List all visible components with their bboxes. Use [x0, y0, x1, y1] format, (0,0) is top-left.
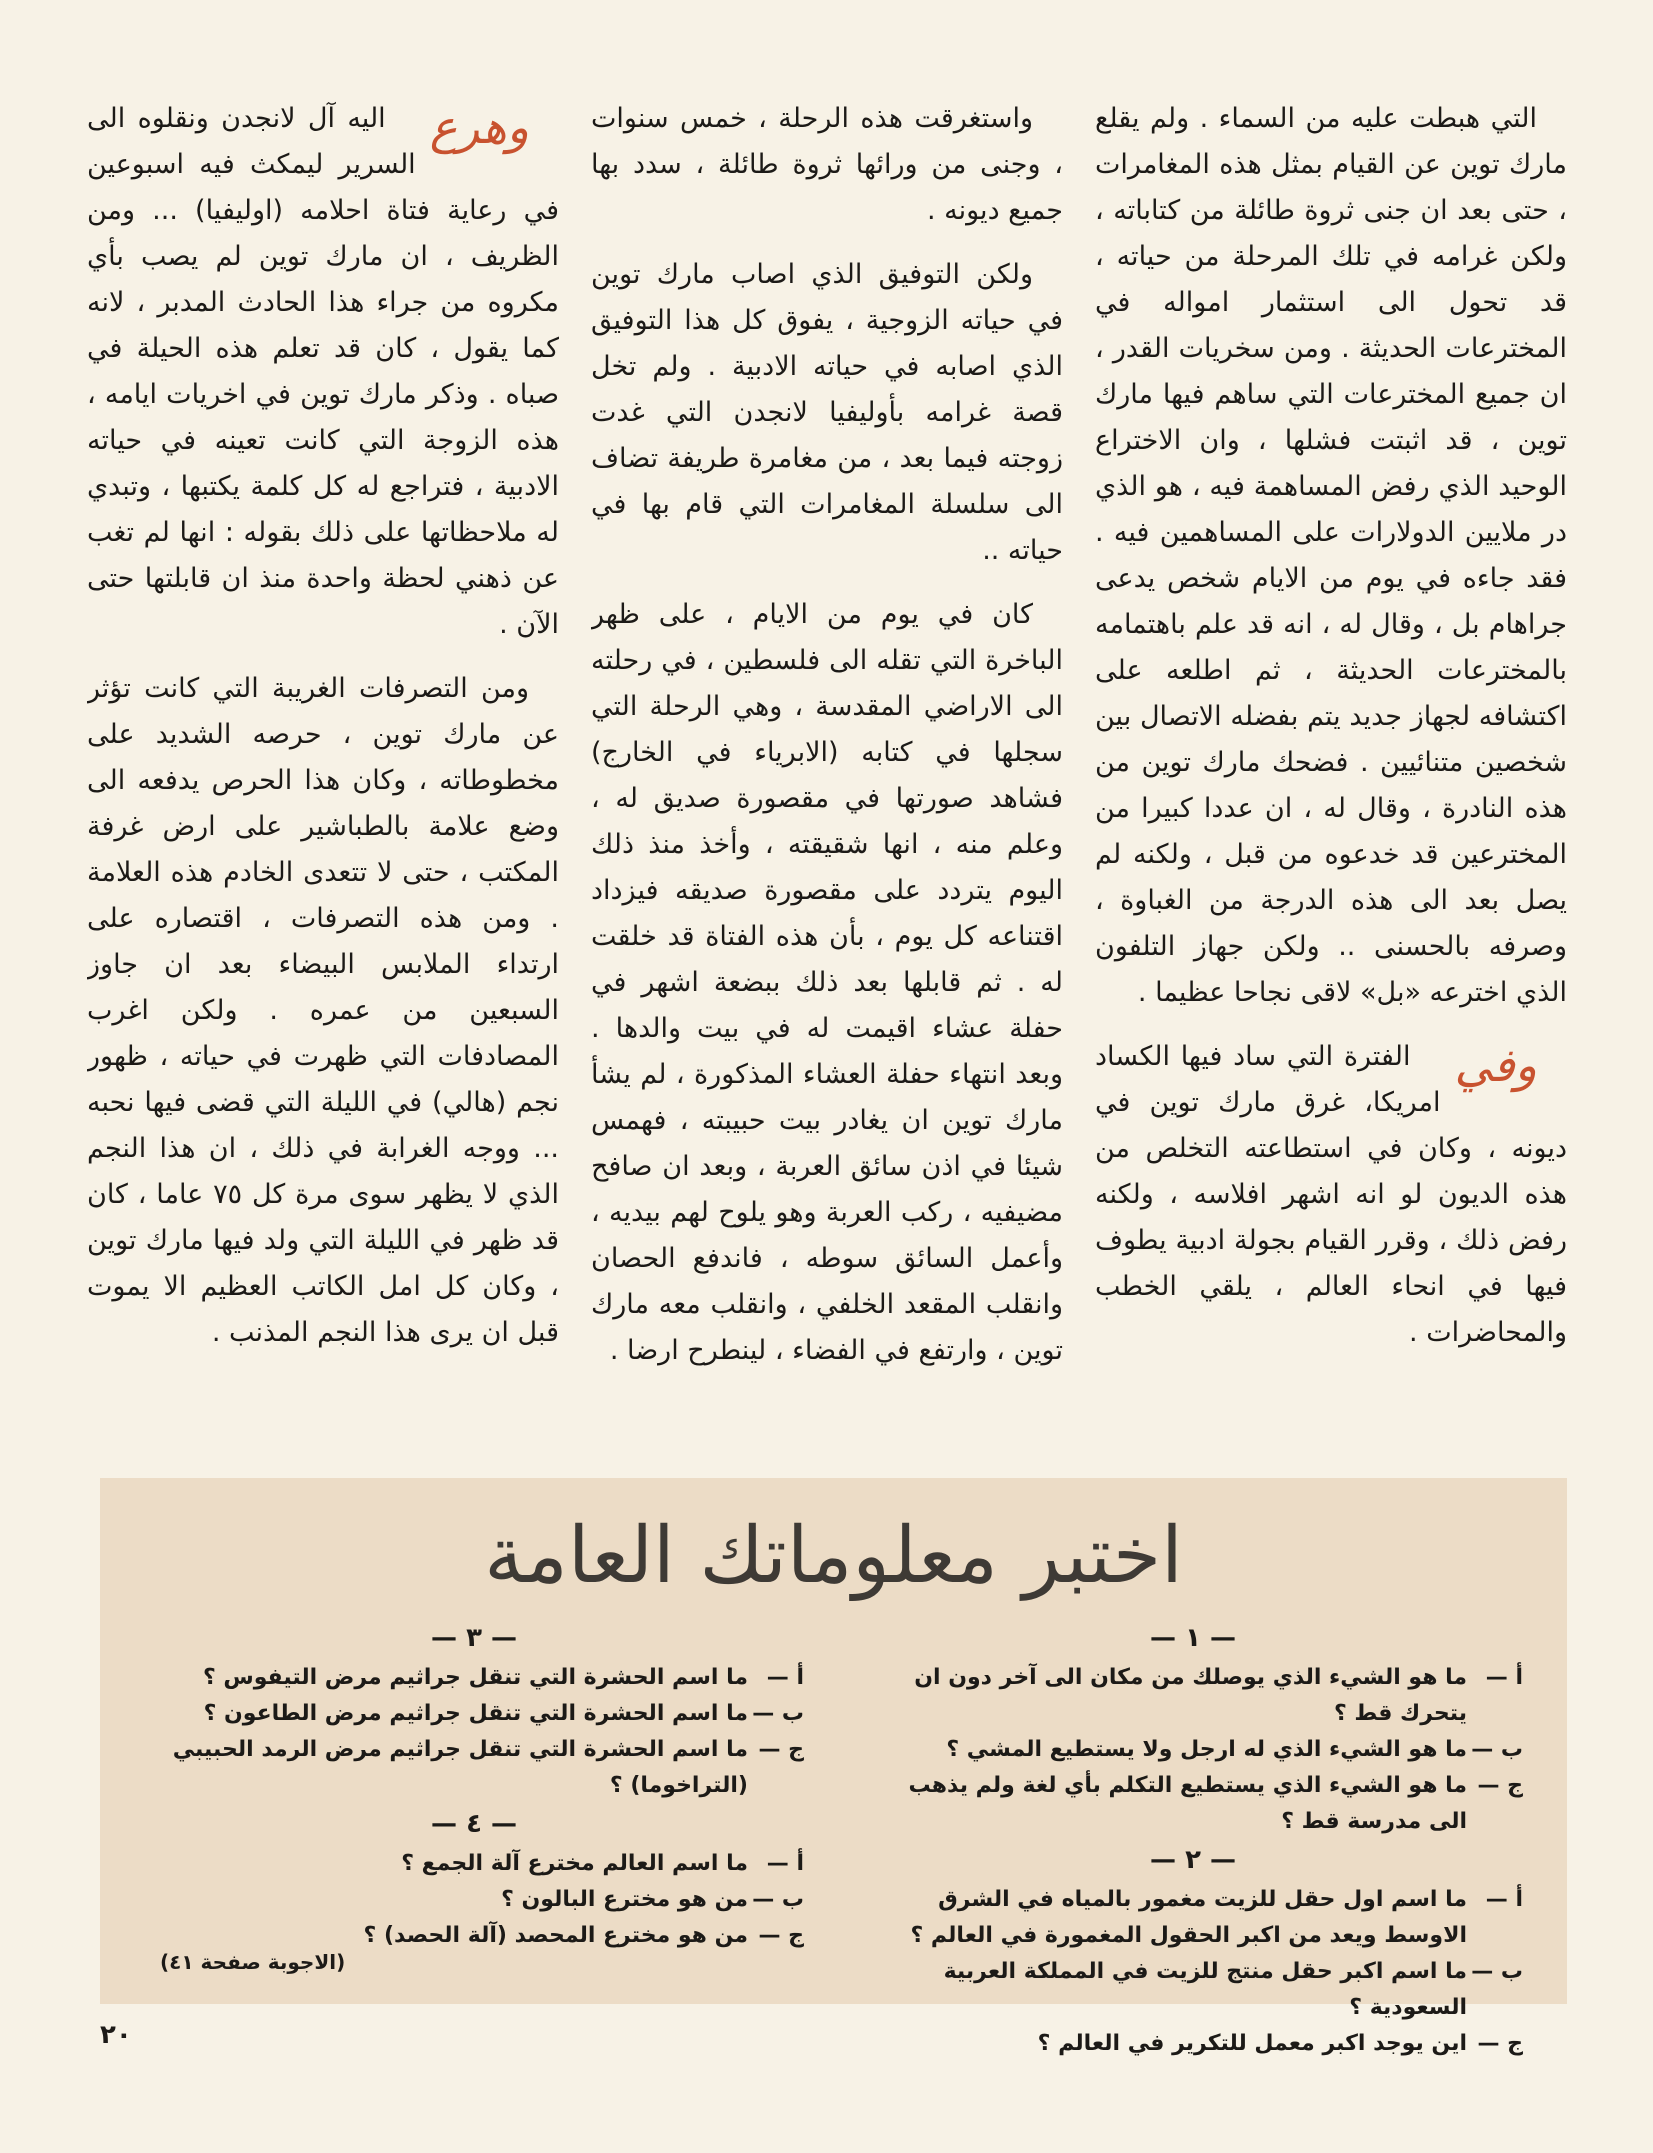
question-text: ما هو الشيء الذي له ارجل ولا يستطيع المشي ؟: [946, 1737, 1467, 1762]
quiz-question: [144, 1660, 804, 1696]
question-text: ما اسم اول حقل للزيت مغمور بالمياه في الشرق الاوسط ويعد من اكبر الحقول المغمورة في العالم ؟: [910, 1887, 1467, 1948]
quiz-group: [863, 1620, 1523, 1840]
article-paragraph: ولكن التوفيق الذي اصاب مارك توين في حياته الزوجية ، يفوق كل هذا التوفيق الذي اصابه في حياته الادبية . ولم تخل قصة غرامه بأوليفيا لانجدن التي غدت زوجته فيما بعد ، من مغامرة طريفة تضاف الى سلسلة المغامرات التي قام بها في حياته ..: [591, 259, 1063, 566]
dropcap-word: وهرع: [429, 100, 529, 154]
question-label: ج —: [1477, 2031, 1523, 2056]
quiz-group: [144, 1620, 804, 1804]
quiz-group: [863, 1842, 1523, 2062]
quiz-group-number: — ١ —: [1150, 1623, 1236, 1653]
quiz-question: [863, 1954, 1523, 2026]
quiz-question: [144, 1846, 804, 1882]
question-label: ج —: [758, 1923, 804, 1948]
article-paragraph-with-dropcap: [87, 96, 559, 648]
article-column-left: [87, 96, 559, 1466]
question-label: أ —: [766, 1665, 804, 1690]
question-text: ما اسم العالم مخترع آلة الجمع ؟: [401, 1851, 748, 1876]
article-column-right: [1095, 96, 1567, 1466]
article-paragraph: التي هبطت عليه من السماء . ولم يقلع مارك توين عن القيام بمثل هذه المغامرات ، حتى بعد ان جنى ثروة طائلة من كتاباته ، ولكن غرامه في تلك المرحلة من حياته ، قد تحول الى استثمار امواله في المخترعات الحديثة . ومن سخريات القدر ، ان جميع المخترعات التي ساهم فيها مارك توين ، قد اثبتت فشلها ، وان الاختراع الوحيد الذي رفض المساهمة فيه ، هو الذي در ملايين الدولارات على المساهمين فيه . فقد جاءه في يوم من الايام شخص يدعى جراهام بل ، وقال له ، انه قد علم باهتمامه بالمخترعات الحديثة ، ثم اطلعه على اكتشافه لجهاز جديد يتم بفضله الاتصال بين شخصين متنائيين . فضحك مارك توين من هذه النادرة ، وقال له ، ان عددا كبيرا من المخترعين قد خدعوه من قبل ، ولكنه لم يصل بعد الى هذه الدرجة من الغباوة ، وصرفه بالحسنى .. ولكن جهاز التلفون الذي اخترعه «بل» لاقى نجاحا عظيما .: [1095, 103, 1567, 1008]
quiz-question: [863, 1882, 1523, 1954]
quiz-column-left: [144, 1618, 804, 1954]
dropcap-word: وفي: [1454, 1038, 1537, 1092]
question-text: ما اسم الحشرة التي تنقل جراثيم مرض التيفوس ؟: [202, 1665, 748, 1690]
question-text: ما اسم اكبر حقل منتج للزيت في المملكة العربية السعودية ؟: [943, 1959, 1467, 2020]
article-paragraph-with-dropcap: [1095, 1034, 1567, 1356]
question-label: أ —: [1485, 1665, 1523, 1690]
quiz-group-number: — ٣ —: [431, 1623, 517, 1653]
question-text: ما هو الشيء الذي يوصلك من مكان الى آخر دون ان يتحرك قط ؟: [914, 1665, 1467, 1726]
quiz-question: [144, 1918, 804, 1954]
quiz-title: اختبر معلوماتك العامة: [484, 1511, 1183, 1601]
quiz-question: [863, 1660, 1523, 1732]
question-text: اين يوجد اكبر معمل للتكرير في العالم ؟: [1037, 2031, 1467, 2056]
quiz-question: [144, 1732, 804, 1804]
question-label: ب —: [752, 1887, 804, 1912]
quiz-group: [144, 1806, 804, 1954]
article-paragraph: ومن التصرفات الغريبة التي كانت تؤثر عن مارك توين ، حرصه الشديد على مخطوطاته ، وكان هذا الحرص يدفعه الى وضع علامة بالطباشير على ارض غرفة المكتب ، حتى لا تتعدى الخادم هذه العلامة . ومن هذه التصرفات ، اقتصاره على ارتداء الملابس البيضاء بعد ان جاوز السبعين من عمره . ولكن اغرب المصادفات التي ظهرت في حياته ، ظهور نجم (هالي) في الليلة التي قضى فيها نحبه ... ووجه الغرابة في ذلك ، ان هذا النجم الذي لا يظهر سوى مرة كل ٧٥ عاما ، كان قد ظهر في الليلة التي ولد فيها مارك توين ، وكان كل امل الكاتب العظيم الا يموت قبل ان يرى هذا النجم المذنب .: [87, 673, 559, 1348]
quiz-question: [863, 1768, 1523, 1840]
article-column-middle: [591, 96, 1063, 1466]
question-label: ج —: [1477, 1773, 1523, 1798]
question-text: ما اسم الحشرة التي تنقل جراثيم مرض الرمد الحبيبي (التراخوما) ؟: [172, 1737, 748, 1798]
answers-reference-note: (الاجوبة صفحة ٤١): [160, 1950, 346, 1974]
quiz-group-number: — ٤ —: [431, 1809, 517, 1839]
article-paragraph: واستغرقت هذه الرحلة ، خمس سنوات ، وجنى من ورائها ثروة طائلة ، سدد بها جميع ديونه .: [591, 103, 1063, 226]
question-label: ب —: [1471, 1737, 1523, 1762]
quiz-question: [144, 1696, 804, 1732]
question-text: من هو مخترع البالون ؟: [501, 1887, 748, 1912]
article-paragraph: كان في يوم من الايام ، على ظهر الباخرة التي تقله الى فلسطين ، في رحلته الى الاراضي المقدسة ، وهي الرحلة التي سجلها في كتابه (الابرياء في الخارج) فشاهد صورتها في مقصورة صديق له ، وعلم منه ، انها شقيقته ، وأخذ منذ ذلك اليوم يتردد على مقصورة صديقه فيزداد اقتناعه كل يوم ، بأن هذه الفتاة قد خلقت له . ثم قابلها بعد ذلك ببضعة اشهر في حفلة عشاء اقيمت له في بيت والدها . وبعد انتهاء حفلة العشاء المذكورة ، لم يشأ مارك توين ان يغادر بيت حبيبته ، فهمس شيئا في اذن سائق العربة ، وبعد ان صافح مضيفيه ، ركب العربة وهو يلوح لهم بيديه ، وأعمل السائق سوطه ، فاندفع الحصان وانقلب المقعد الخلفي ، وانقلب معه مارك توين ، وارتفع في الفضاء ، لينطرح ارضا .: [591, 599, 1063, 1366]
question-label: ب —: [752, 1701, 804, 1726]
quiz-column-right: [863, 1618, 1523, 2062]
question-label: ج —: [758, 1737, 804, 1762]
question-text: ما هو الشيء الذي يستطيع التكلم بأي لغة ولم يذهب الى مدرسة قط ؟: [908, 1773, 1467, 1834]
article-paragraph-text: اليه آل لانجدن ونقلوه الى السرير ليمكث فيه اسبوعين في رعاية فتاة احلامه (اوليفيا) ... ومن الظريف ، ان مارك توين لم يصب بأي مكروه من جراء هذا الحادث المدبر ، لانه كما يقول ، كان قد تعلم هذه الحيلة في صباه . وذكر مارك توين في اخريات ايامه ، هذه الزوجة التي كانت تعينه في حياته الادبية ، فتراجع له كل كلمة يكتبها ، وتبدي له ملاحظاتها على ذلك بقوله : انها لم تغب عن ذهني لحظة واحدة منذ ان قابلتها حتى الآن .: [87, 103, 559, 640]
quiz-question: [863, 1732, 1523, 1768]
question-label: أ —: [766, 1851, 804, 1876]
question-text: ما اسم الحشرة التي تنقل جراثيم مرض الطاعون ؟: [203, 1701, 748, 1726]
page-number: ٢٠: [100, 2020, 132, 2050]
question-label: ب —: [1471, 1959, 1523, 1984]
quiz-group-number: — ٢ —: [1150, 1845, 1236, 1875]
question-label: أ —: [1485, 1887, 1523, 1912]
article-paragraph-text: الفترة التي ساد فيها الكساد امريكا، غرق مارك توين في ديونه ، وكان في استطاعته التخلص من هذه الديون لو انه اشهر افلاسه ، ولكنه رفض ذلك ، وقرر القيام بجولة ادبية يطوف فيها في انحاء العالم ، يلقي الخطب والمحاضرات .: [1095, 1041, 1567, 1348]
quiz-question: [144, 1882, 804, 1918]
quiz-question: [863, 2026, 1523, 2062]
question-text: من هو مخترع المحصد (آلة الحصد) ؟: [363, 1923, 748, 1948]
